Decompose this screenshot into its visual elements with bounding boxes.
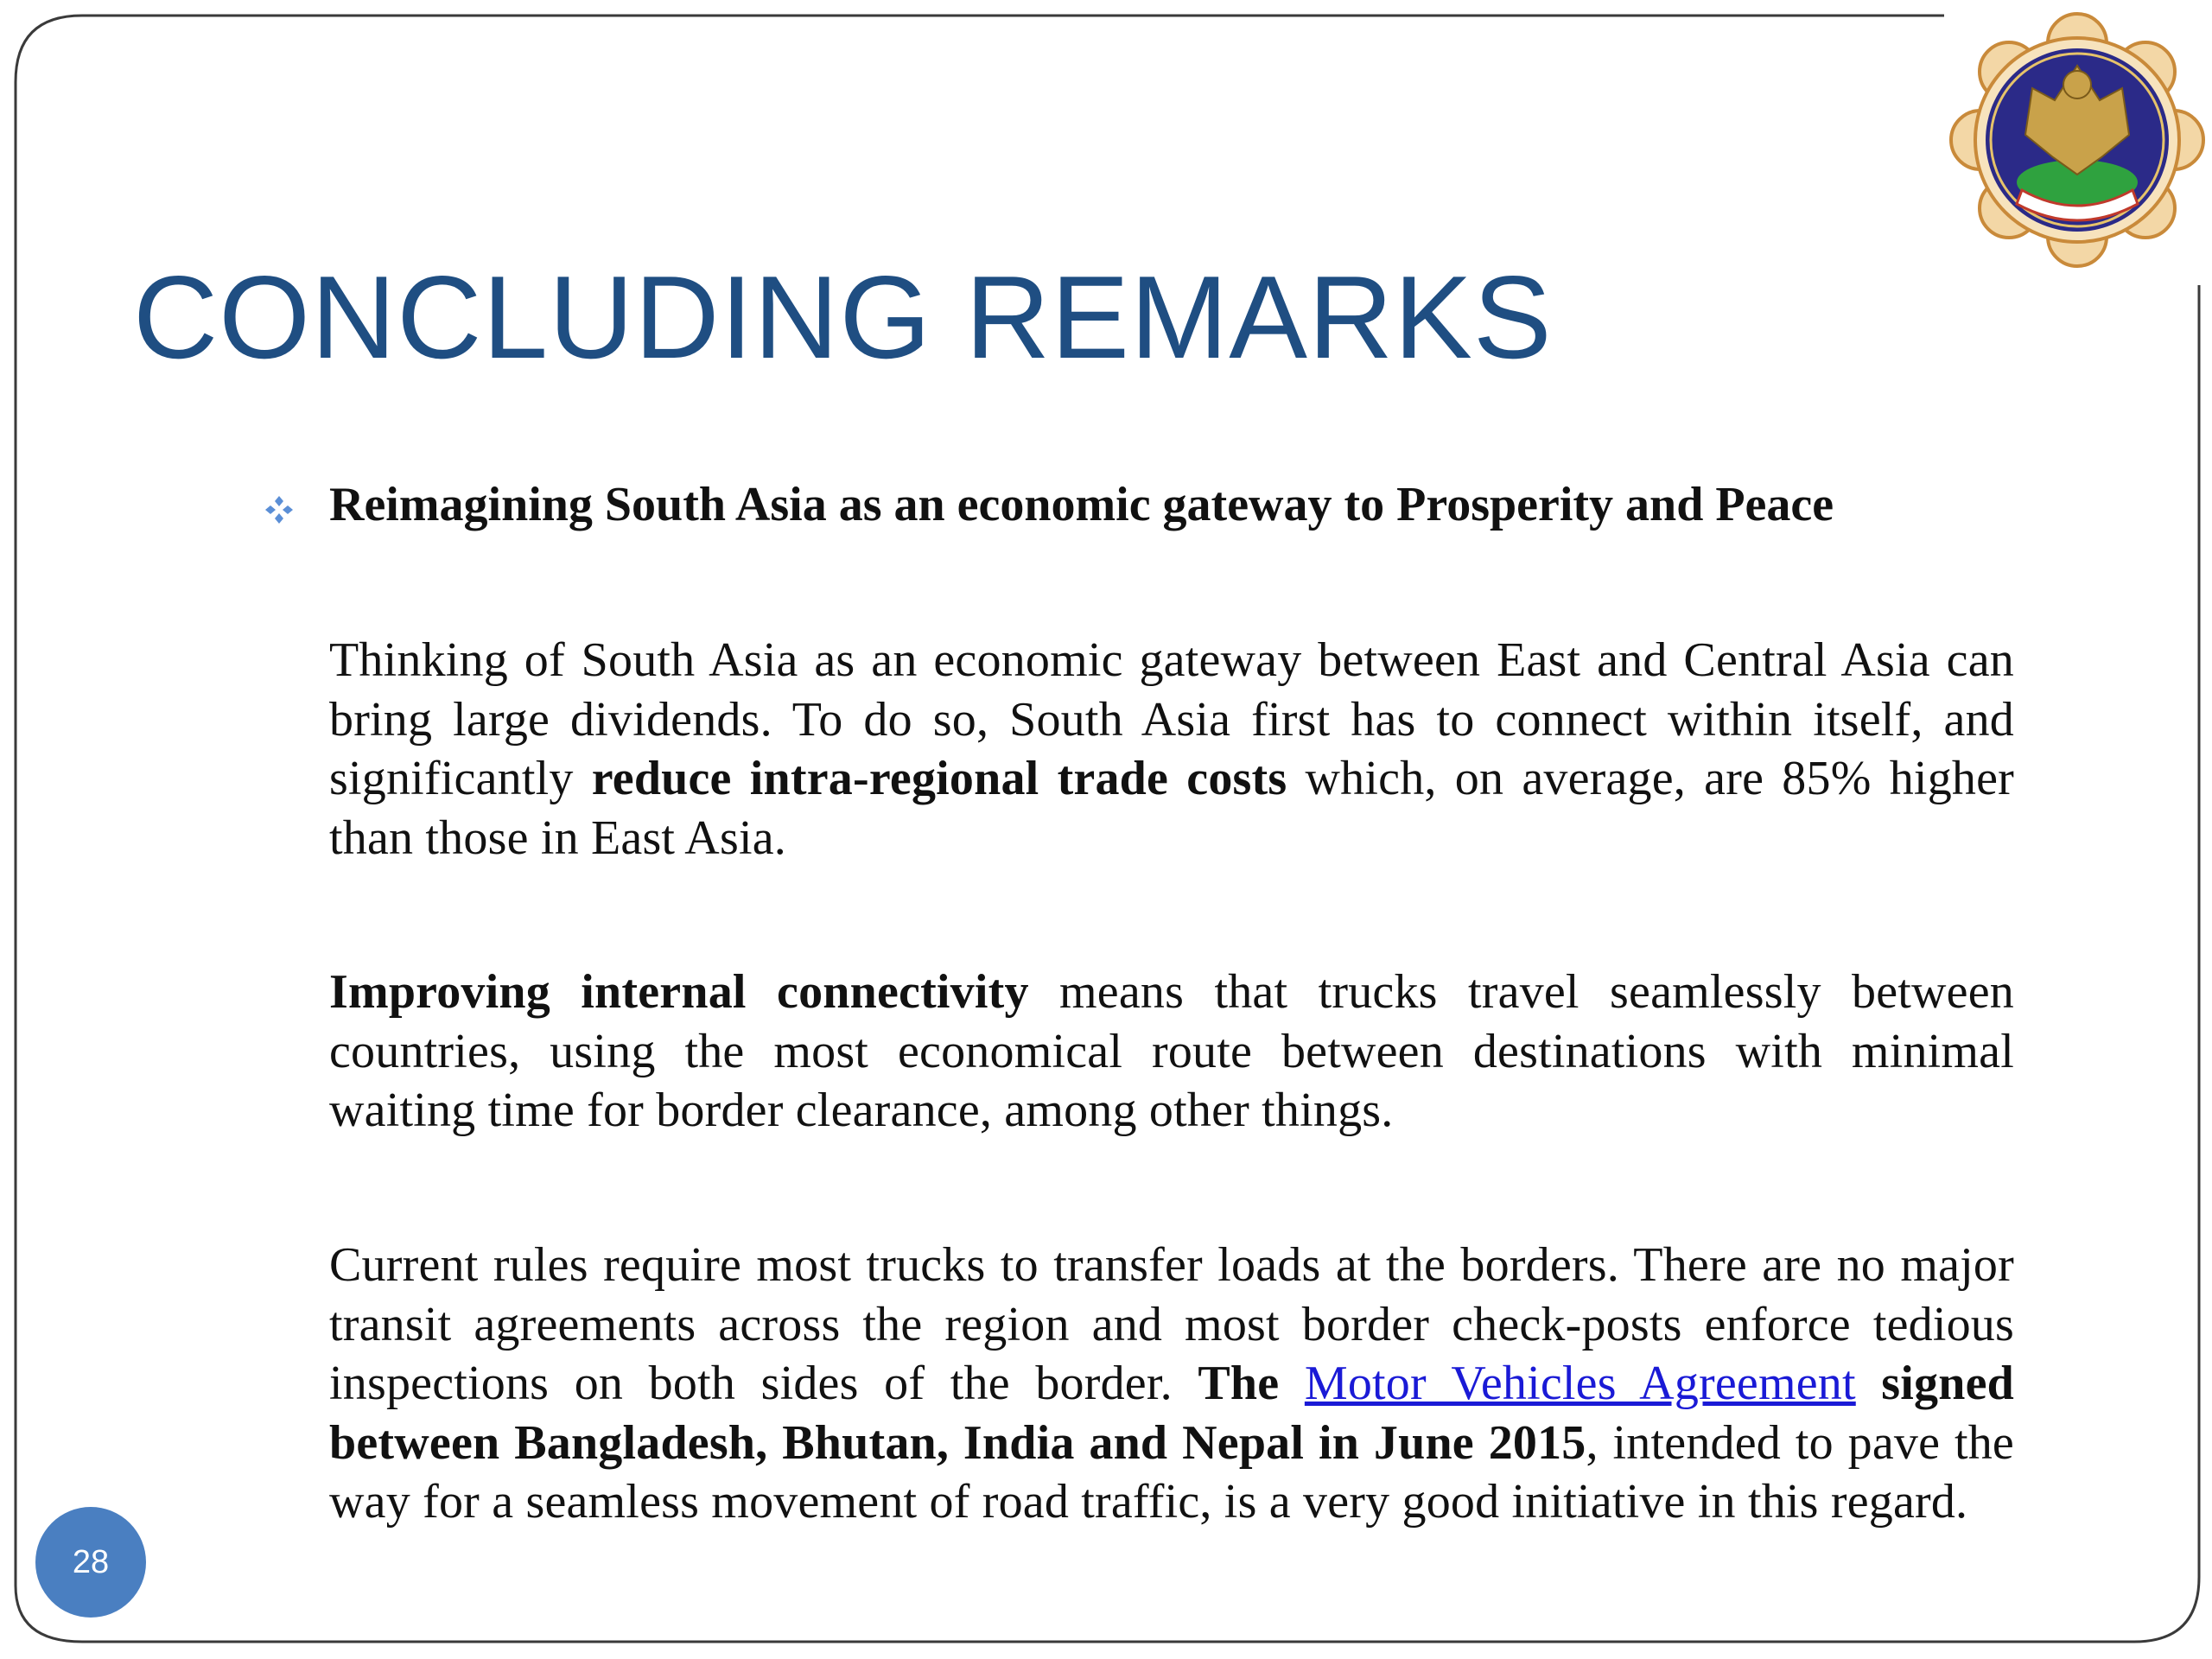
page-number-badge: 28 (35, 1507, 146, 1618)
motor-vehicles-agreement-link[interactable]: Motor Vehicles Agreement (1304, 1357, 1856, 1410)
emblem-icon (1942, 5, 2212, 275)
paragraph-text: which, on average, are 85% higher than those in East Asia. (329, 752, 2014, 865)
icai-logo (1942, 5, 2212, 275)
diamond-bullet-icon (264, 494, 295, 525)
slide-title: CONCLUDING REMARKS (133, 251, 1553, 383)
paragraph-text: means that trucks travel seamlessly between countries, using the most economical route between destinations with minimal waiting time for border clearance, among other things. (329, 965, 2014, 1137)
paragraph-emphasis: signed between Bangladesh, Bhutan, India and Nepal in June 2015 (329, 1357, 2014, 1470)
paragraph-emphasis: Improving internal connectivity (329, 965, 1029, 1019)
paragraph-motor-vehicles (329, 1236, 2014, 1532)
paragraph-connectivity (329, 963, 2014, 1141)
paragraph-emphasis: The (1198, 1357, 1305, 1410)
paragraph-trade-costs (329, 631, 2014, 868)
paragraph-text: Current rules require most trucks to transfer loads at the borders. There are no major transit agreements across the region and most border check-posts enforce tedious inspections on both sides of the border. (329, 1238, 2014, 1410)
paragraph-text: , intended to pave the way for a seamless movement of road traffic, is a very good initiative in this regard. (329, 1415, 2014, 1529)
paragraph-text: Thinking of South Asia as an economic gateway between East and Central Asia can bring large dividends. To do so, South Asia first has to connect within itself, and significantly (329, 633, 2014, 805)
bullet-heading: Reimagining South Asia as an economic gateway to Prosperity and Peace (329, 478, 1834, 531)
paragraph-emphasis: reduce intra-regional trade costs (591, 752, 1287, 805)
